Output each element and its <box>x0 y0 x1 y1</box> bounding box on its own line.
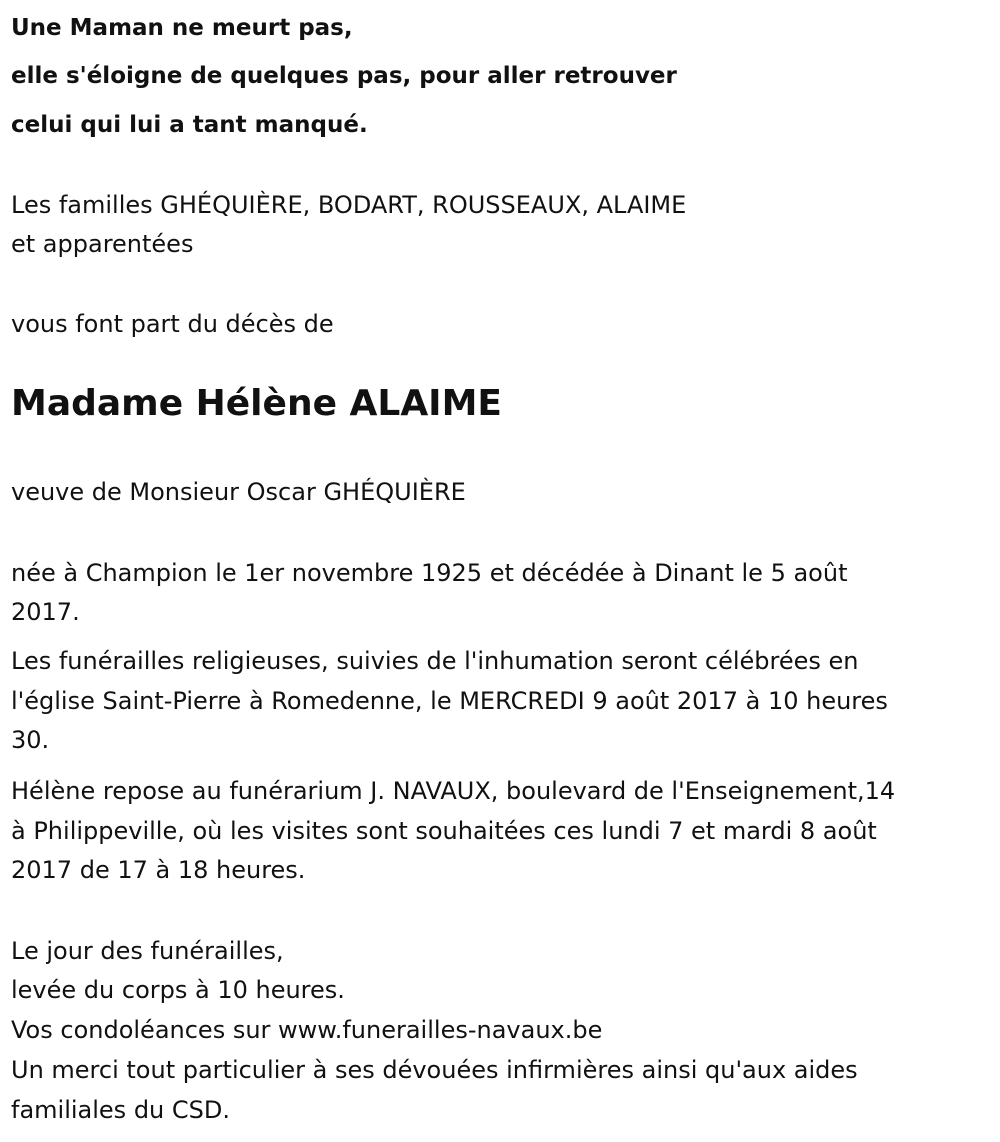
visitation-line-1: Hélène repose au funérarium J. NAVAUX, boulevard de l'Enseignement,14 <box>11 777 896 805</box>
condolences-link: Vos condoléances sur www.funerailles-navaux.be <box>11 1016 603 1044</box>
announcement-text: vous font part du décès de <box>11 310 334 338</box>
deceased-name: Madame Hélène ALAIME <box>11 383 502 424</box>
birth-death-line-1: née à Champion le 1er novembre 1925 et décédée à Dinant le 5 août <box>11 559 848 587</box>
birth-death-line-2: 2017. <box>11 598 80 626</box>
visitation-line-2: à Philippeville, où les visites sont souhaitées ces lundi 7 et mardi 8 août <box>11 817 877 845</box>
poem-line-1: Une Maman ne meurt pas, <box>11 15 353 41</box>
widow-of-text: veuve de Monsieur Oscar GHÉQUIÈRE <box>11 478 466 506</box>
closing-line-2: levée du corps à 10 heures. <box>11 976 345 1004</box>
funeral-line-3: 30. <box>11 726 50 754</box>
closing-line-5: familiales du CSD. <box>11 1096 230 1124</box>
closing-line-4: Un merci tout particulier à ses dévouées infirmières ainsi qu'aux aides <box>11 1056 858 1084</box>
families-line-2: et apparentées <box>11 230 194 258</box>
poem-line-3: celui qui lui a tant manqué. <box>11 112 368 138</box>
visitation-line-3: 2017 de 17 à 18 heures. <box>11 856 306 884</box>
families-line-1: Les familles GHÉQUIÈRE, BODART, ROUSSEAUX, ALAIME <box>11 191 687 219</box>
closing-line-1: Le jour des funérailles, <box>11 937 284 965</box>
funeral-line-1: Les funérailles religieuses, suivies de l'inhumation seront célébrées en <box>11 647 859 675</box>
funeral-line-2: l'église Saint-Pierre à Romedenne, le MERCREDI 9 août 2017 à 10 heures <box>11 687 888 715</box>
poem-line-2: elle s'éloigne de quelques pas, pour aller retrouver <box>11 63 677 89</box>
